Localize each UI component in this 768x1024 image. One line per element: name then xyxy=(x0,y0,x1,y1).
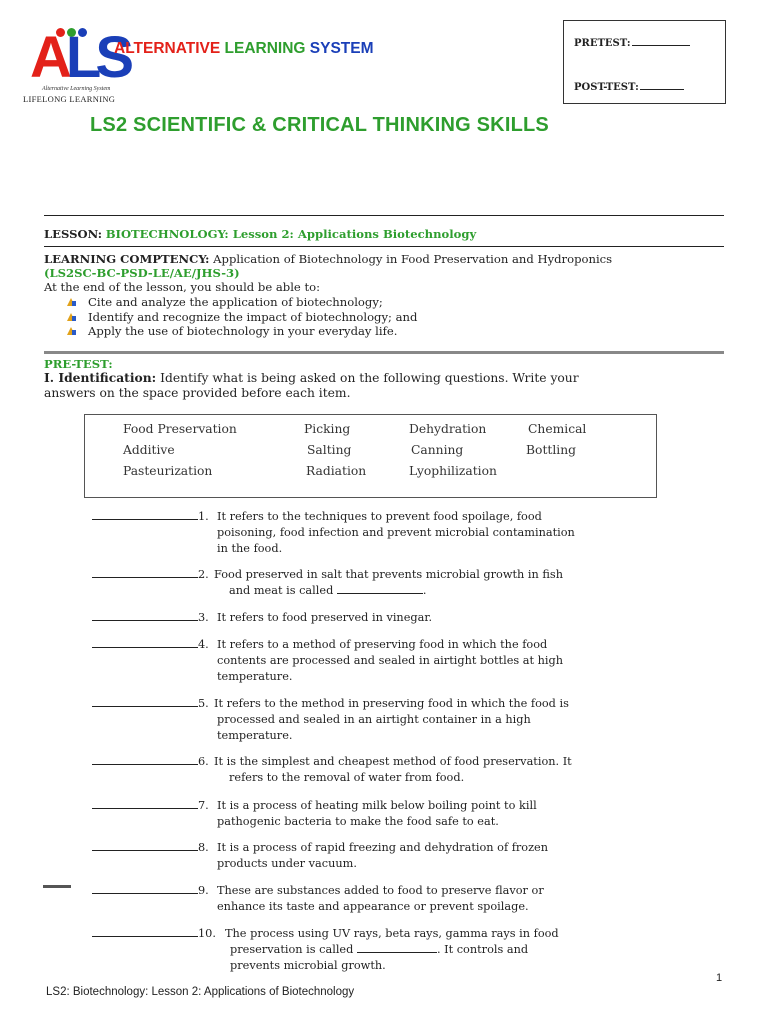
question-text: temperature. xyxy=(217,729,293,742)
margin-dash xyxy=(43,885,71,888)
program-title xyxy=(114,40,374,58)
logo-letter-l: L xyxy=(65,25,96,90)
objective-item xyxy=(66,324,417,339)
word-bank-item: Lyophilization xyxy=(409,464,497,478)
als-logo xyxy=(23,22,129,104)
answer-blank[interactable] xyxy=(92,647,198,648)
question-text: It refers to the techniques to prevent food spoilage, food xyxy=(217,510,542,523)
word-bank xyxy=(84,414,657,498)
instruction-line-2: answers on the space provided before each item. xyxy=(44,386,351,400)
divider-top xyxy=(44,215,724,216)
program-title-word2: LEARNING xyxy=(224,40,306,57)
word-bank-item: Salting xyxy=(307,443,352,457)
divider-pretest xyxy=(44,351,724,354)
word-bank-item: Canning xyxy=(411,443,464,457)
answer-blank[interactable] xyxy=(92,893,198,894)
question-2 xyxy=(92,567,563,597)
question-text: refers to the removal of water from food. xyxy=(229,771,465,784)
question-3 xyxy=(92,610,433,626)
question-text: It is a process of rapid freezing and dehydration of frozen xyxy=(217,841,549,854)
question-text: Food preserved in salt that prevents microbial growth in fish xyxy=(214,568,563,581)
lesson-title: BIOTECHNOLOGY: Lesson 2: Applications Biotechnology xyxy=(105,227,477,241)
inline-answer-blank[interactable] xyxy=(357,952,437,953)
answer-blank[interactable] xyxy=(92,620,198,621)
answer-blank[interactable] xyxy=(92,808,198,809)
answer-blank[interactable] xyxy=(92,577,198,578)
question-number: 4. xyxy=(198,638,209,651)
objectives-intro: At the end of the lesson, you should be able to: xyxy=(44,280,320,294)
question-text: It refers to food preserved in vinegar. xyxy=(217,611,433,624)
question-text: in the food. xyxy=(217,542,283,555)
question-4 xyxy=(92,637,564,683)
competency-text: Application of Biotechnology in Food Preservation and Hydroponics xyxy=(213,252,613,266)
inline-answer-blank[interactable] xyxy=(337,593,423,594)
question-text: processed and sealed in an airtight container in a high xyxy=(217,713,531,726)
word-bank-item: Dehydration xyxy=(409,422,487,436)
answer-blank[interactable] xyxy=(92,519,198,520)
question-10 xyxy=(92,926,559,972)
question-text: poisoning, food infection and prevent microbial contamination xyxy=(217,526,575,539)
question-number: 6. xyxy=(198,755,209,768)
posttest-score-line xyxy=(574,82,684,93)
lesson-line xyxy=(44,227,476,242)
objective-text: Apply the use of biotechnology in your everyday life. xyxy=(88,324,398,338)
objective-item xyxy=(66,310,417,325)
objectives-list xyxy=(66,295,417,339)
word-bank-item: Additive xyxy=(123,443,175,457)
question-text: preservation is called xyxy=(230,943,354,956)
objective-text: Cite and analyze the application of biotechnology; xyxy=(88,295,383,309)
posttest-score-blank[interactable] xyxy=(640,89,684,90)
question-1 xyxy=(92,509,575,555)
answer-blank[interactable] xyxy=(92,764,198,765)
instruction-text-1: Identify what is being asked on the following questions. Write your xyxy=(160,371,579,385)
identification-label: I. Identification: xyxy=(44,370,157,385)
word-bank-item: Food Preservation xyxy=(123,422,237,436)
logo-tagline: LIFELONG LEARNING xyxy=(23,94,116,104)
question-text: products under vacuum. xyxy=(217,857,357,870)
question-text-with-blank xyxy=(230,942,528,958)
program-title-word1: ALTERNATIVE xyxy=(114,40,221,57)
word-bank-item: Picking xyxy=(304,422,351,436)
score-box xyxy=(563,20,726,104)
question-text: . xyxy=(422,584,427,597)
arrow-up-bullet-icon xyxy=(66,297,77,307)
question-5 xyxy=(92,696,569,742)
word-bank-item: Bottling xyxy=(526,443,576,457)
footer-text: LS2: Biotechnology: Lesson 2: Applications of Biotechnology xyxy=(46,986,355,998)
question-text: It is a process of heating milk below boiling point to kill xyxy=(217,799,537,812)
question-text: The process using UV rays, beta rays, gamma rays in food xyxy=(225,927,559,940)
pretest-score-blank[interactable] xyxy=(632,45,690,46)
logo-letter-s: S xyxy=(95,25,129,90)
answer-blank[interactable] xyxy=(92,936,198,937)
competency-code xyxy=(44,266,240,281)
question-text: . It controls and xyxy=(436,943,529,956)
question-number: 1. xyxy=(198,510,209,523)
question-8 xyxy=(92,840,549,870)
question-number: 7. xyxy=(198,799,209,812)
word-bank-item: Chemical xyxy=(528,422,587,436)
pretest-score-line xyxy=(574,38,690,49)
posttest-label: POST-TEST: xyxy=(574,82,639,93)
question-7 xyxy=(92,798,537,828)
word-bank-item: Radiation xyxy=(306,464,367,478)
question-number: 2. xyxy=(198,568,209,581)
strand-title: LS2 SCIENTIFIC & CRITICAL THINKING SKILLS xyxy=(90,114,549,136)
instruction-line-1 xyxy=(44,371,579,386)
lesson-label: LESSON: xyxy=(44,227,103,241)
competency-line xyxy=(44,252,612,267)
answer-blank[interactable] xyxy=(92,850,198,851)
pretest-label: PRETEST: xyxy=(574,38,631,49)
question-text: temperature. xyxy=(217,670,293,683)
competency-label: LEARNING COMPTENCY: xyxy=(44,252,210,266)
arrow-up-bullet-icon xyxy=(66,312,77,322)
logo-letter-a: A xyxy=(30,25,66,90)
question-text: pathogenic bacteria to make the food safe to eat. xyxy=(217,815,499,828)
question-number: 8. xyxy=(198,841,209,854)
question-number: 10. xyxy=(198,927,216,940)
pretest-heading: PRE-TEST: xyxy=(44,357,113,371)
arrow-up-bullet-icon xyxy=(66,326,77,336)
question-text: prevents microbial growth. xyxy=(230,959,386,972)
question-text: and meat is called xyxy=(229,584,334,597)
question-number: 5. xyxy=(198,697,209,710)
word-bank-item: Pasteurization xyxy=(123,464,213,478)
answer-blank[interactable] xyxy=(92,706,198,707)
question-text-with-blank xyxy=(229,583,427,599)
question-text: contents are processed and sealed in airtight bottles at high xyxy=(217,654,564,667)
competency-code-text: (LS2SC-BC-PSD-LE/AE/JHS-3) xyxy=(44,266,240,280)
divider-lesson xyxy=(44,246,724,247)
question-text: It refers to a method of preserving food in which the food xyxy=(217,638,548,651)
question-number: 3. xyxy=(198,611,209,624)
question-6 xyxy=(92,754,572,784)
question-text: These are substances added to food to preserve flavor or xyxy=(217,884,544,897)
question-number: 9. xyxy=(198,884,209,897)
question-text: enhance its taste and appearance or prevent spoilage. xyxy=(217,900,529,913)
page-number: 1 xyxy=(716,972,723,984)
program-title-word3: SYSTEM xyxy=(309,40,374,57)
objective-text: Identify and recognize the impact of biotechnology; and xyxy=(88,309,418,324)
question-9 xyxy=(92,883,544,913)
logo-subtitle: Alternative Learning System xyxy=(42,86,111,92)
objective-item xyxy=(66,295,417,310)
question-text: It refers to the method in preserving food in which the food is xyxy=(214,697,569,710)
question-text: It is the simplest and cheapest method of food preservation. It xyxy=(214,755,572,768)
